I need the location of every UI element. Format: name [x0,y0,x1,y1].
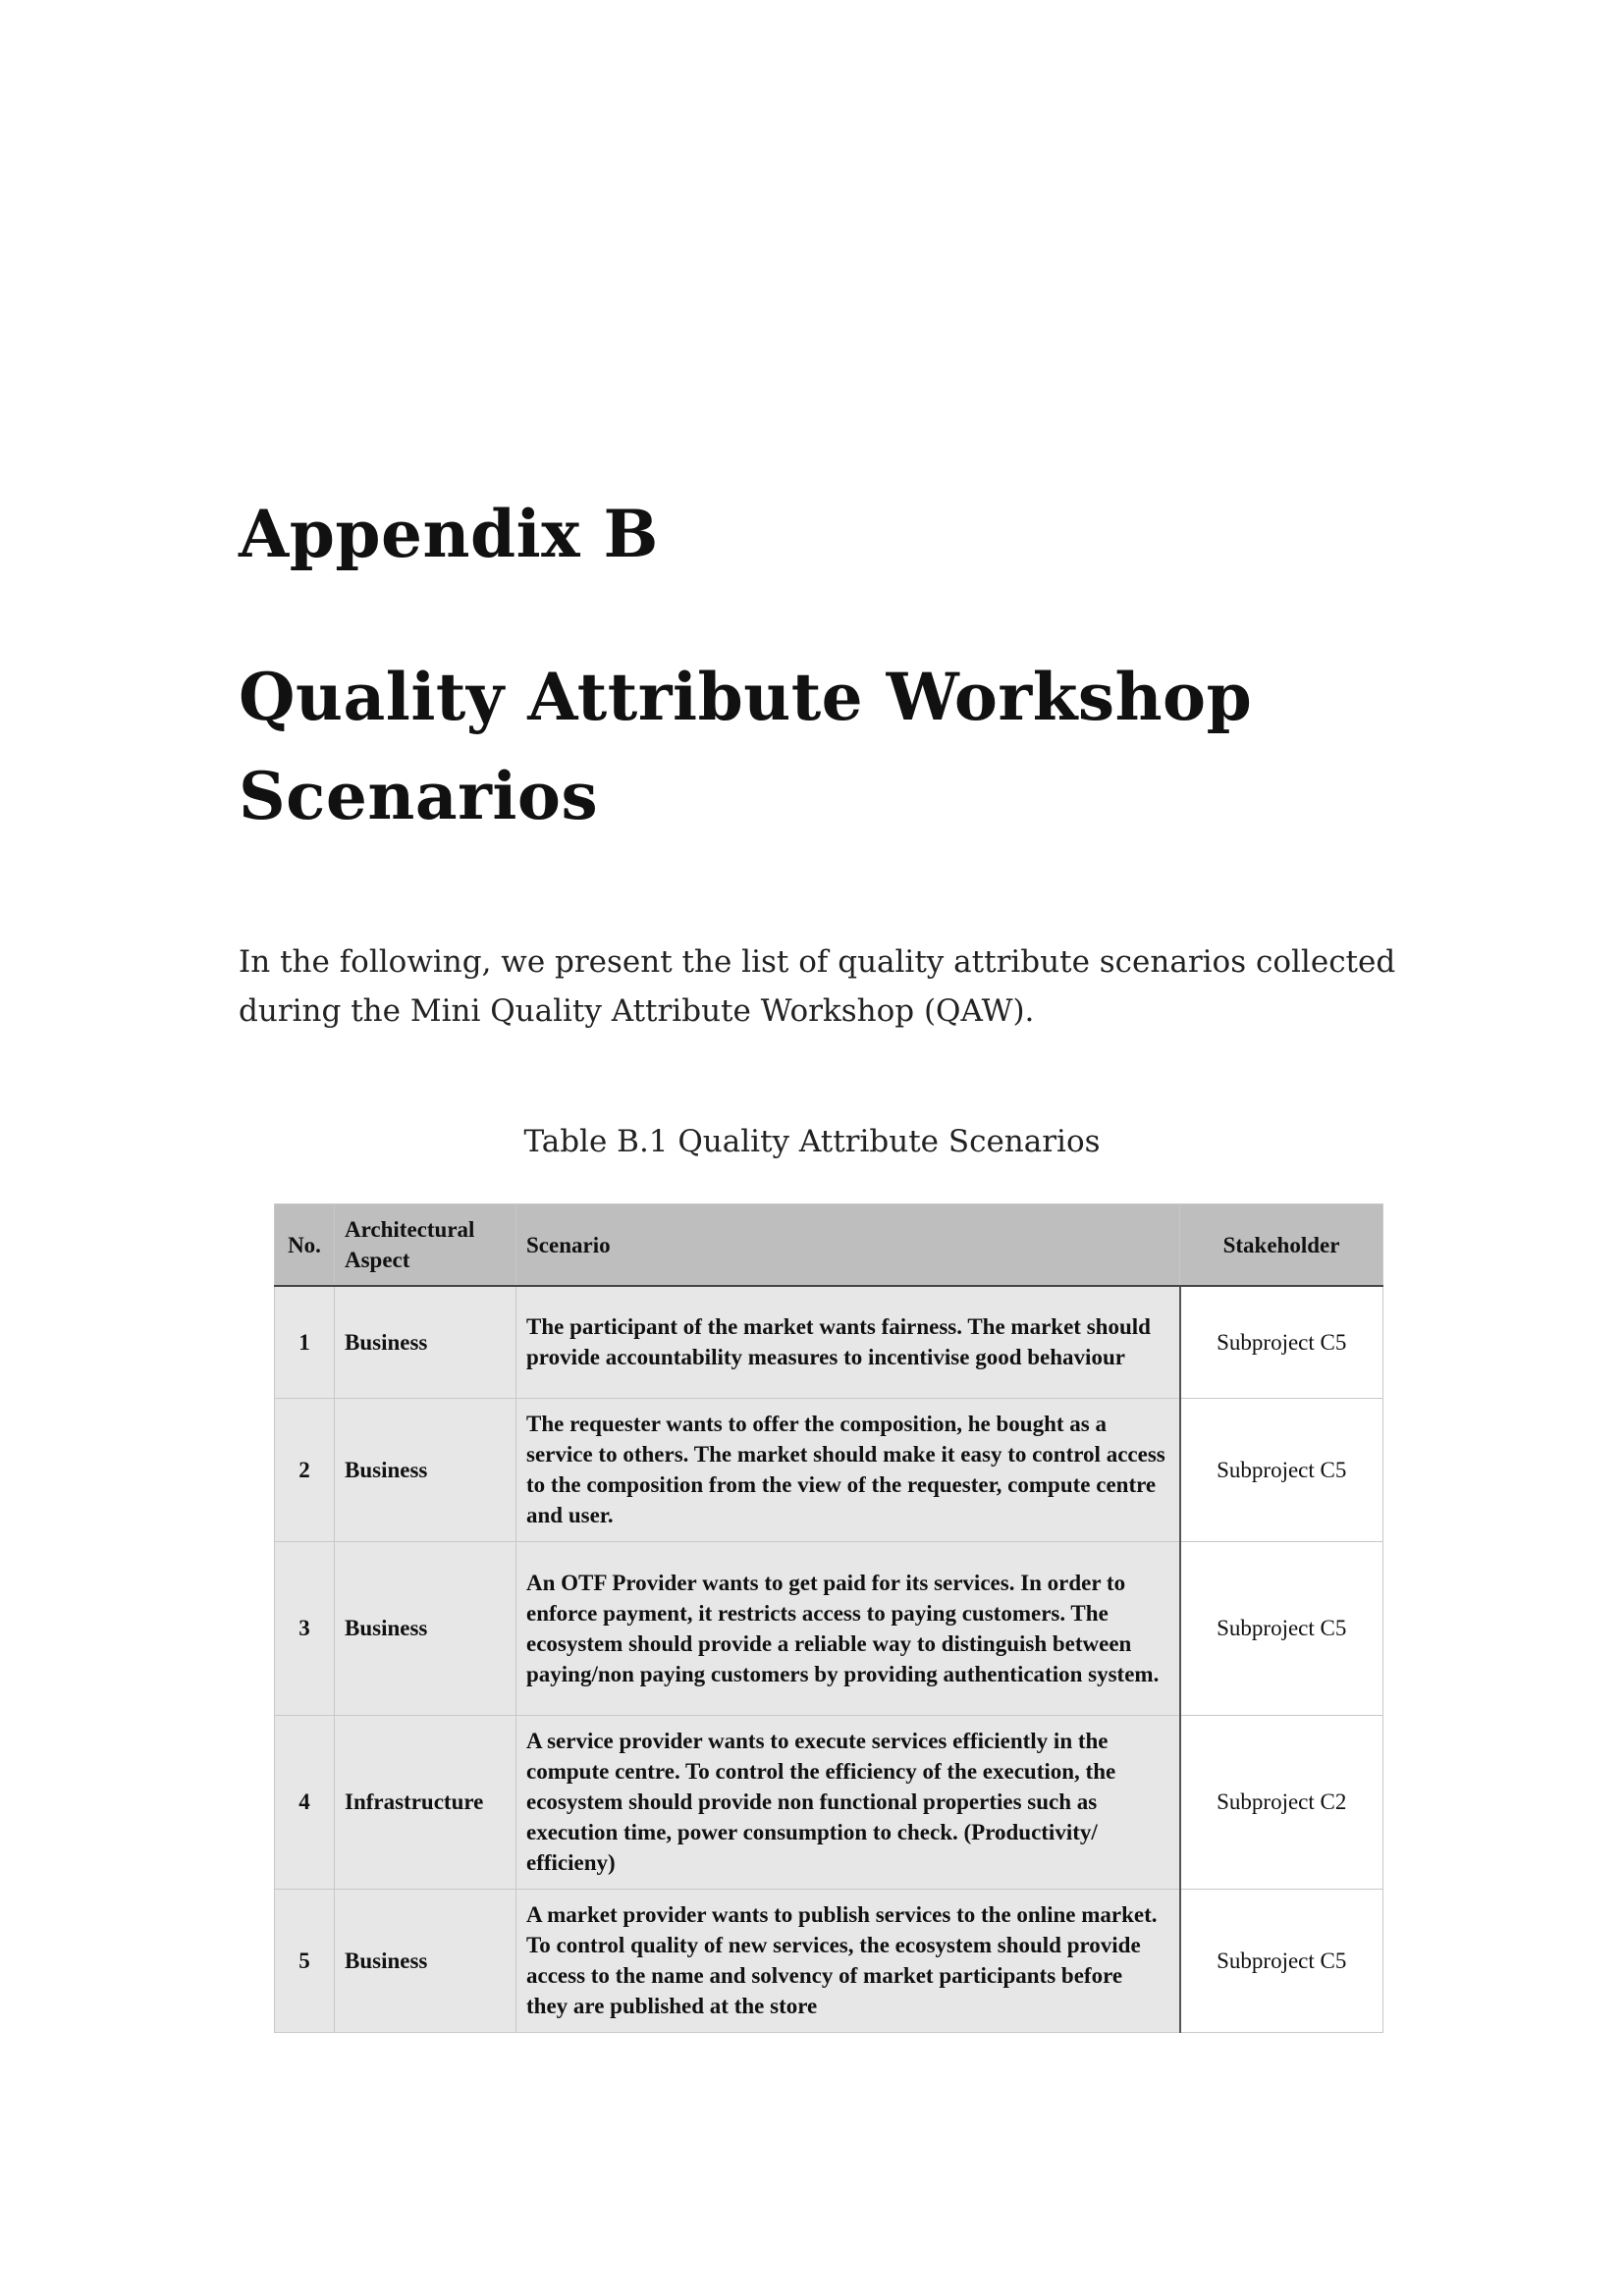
header-stakeholder: Stakeholder [1180,1204,1383,1287]
header-scenario: Scenario [516,1204,1180,1287]
row-aspect: Business [335,1889,516,2032]
row-stakeholder: Subproject C2 [1180,1715,1383,1889]
row-scenario: A service provider wants to execute services efficiently in the compute centre. To control the efficiency of the execution, the ecosystem should provide non functional properties such as execution time, power consumption to check. (Productivity/ efficieny) [516,1715,1180,1889]
scenarios-table [274,1203,1383,2033]
row-scenario: The participant of the market wants fairness. The market should provide accountability measures to incentivise good behaviour [516,1286,1180,1398]
table-caption: Table B.1 Quality Attribute Scenarios [523,1124,1101,1159]
table-row [275,1286,1383,1398]
row-stakeholder: Subproject C5 [1180,1398,1383,1541]
header-architectural-aspect: Architectural Aspect [335,1204,516,1287]
header-no: No. [275,1204,335,1287]
row-number: 1 [275,1286,335,1398]
table-row [275,1715,1383,1889]
row-scenario: The requester wants to offer the composition, he bought as a service to others. The market should make it easy to control access to the composition from the view of the requester, compute centre and user. [516,1398,1180,1541]
table-row [275,1541,1383,1715]
row-number: 2 [275,1398,335,1541]
table-row [275,1398,1383,1541]
intro-paragraph: In the following, we present the list of quality attribute scenarios collected during the Mini Quality Attribute Workshop (QAW). [239,944,1396,1029]
row-stakeholder: Subproject C5 [1180,1286,1383,1398]
row-stakeholder: Subproject C5 [1180,1889,1383,2032]
table-row [275,1889,1383,2032]
row-stakeholder: Subproject C5 [1180,1541,1383,1715]
table-header-row [275,1204,1383,1287]
row-number: 5 [275,1889,335,2032]
row-aspect: Business [335,1541,516,1715]
row-number: 4 [275,1715,335,1889]
row-number: 3 [275,1541,335,1715]
row-aspect: Infrastructure [335,1715,516,1889]
row-aspect: Business [335,1398,516,1541]
row-scenario: An OTF Provider wants to get paid for its services. In order to enforce payment, it restricts access to paying customers. The ecosystem should provide a reliable way to distinguish between paying/non paying customers by providing authentication system. [516,1541,1180,1715]
appendix-label: Appendix B [239,496,659,572]
row-scenario: A market provider wants to publish services to the online market. To control quality of new services, the ecosystem should provide access to the name and solvency of market participants before they are published at the store [516,1889,1180,2032]
row-aspect: Business [335,1286,516,1398]
chapter-title: Quality Attribute Workshop Scenarios [239,659,1253,834]
